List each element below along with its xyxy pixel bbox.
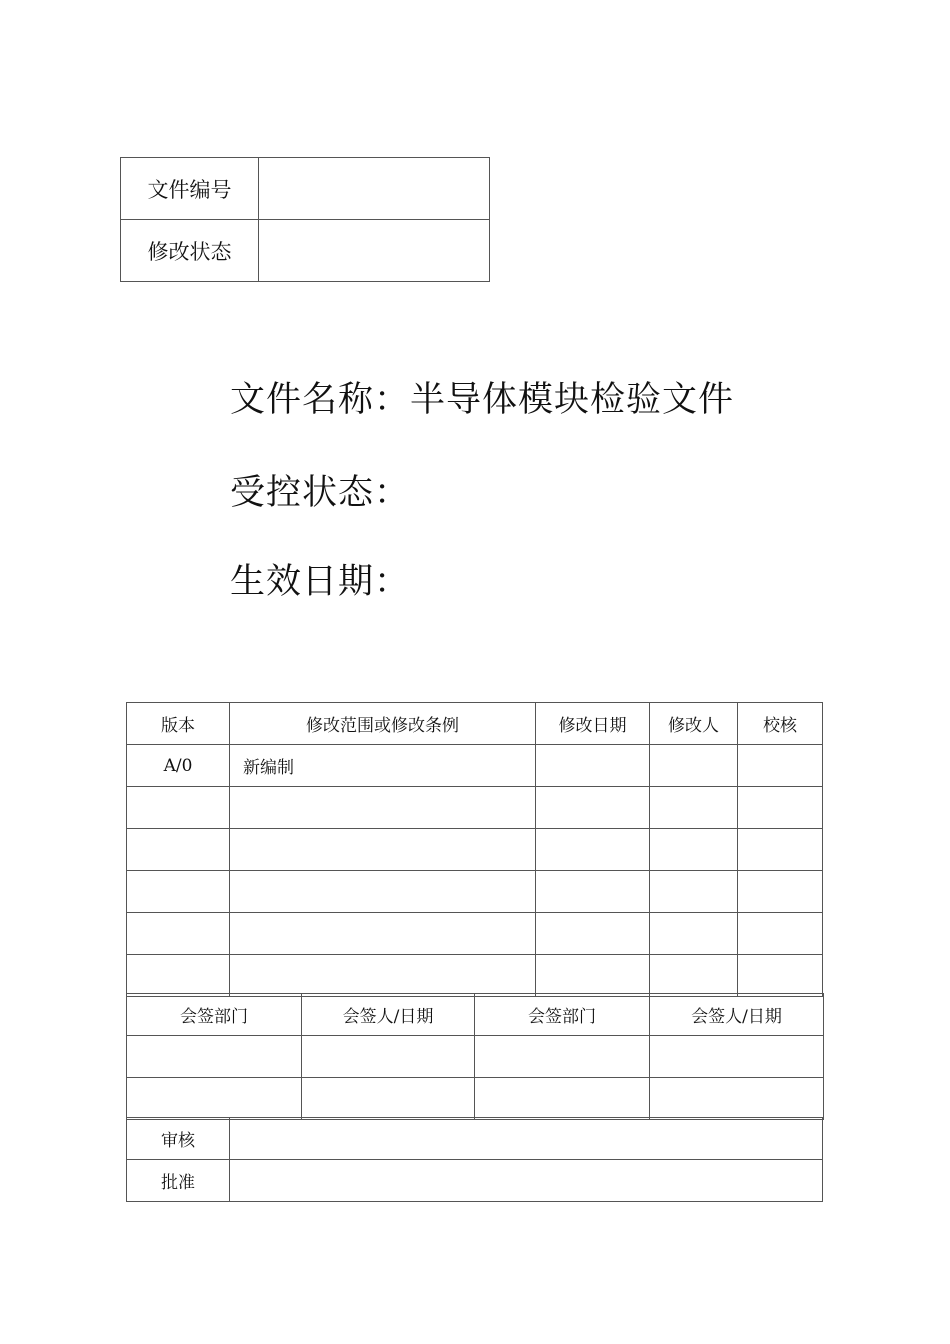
header-reviser: 修改人 (650, 703, 738, 745)
cell-reviser (650, 955, 738, 997)
revision-history-table (126, 702, 823, 997)
header-signer-date-2: 会签人/日期 (650, 994, 824, 1036)
cell-reviser (650, 745, 738, 787)
header-sign-dept-2: 会签部门 (475, 994, 650, 1036)
cell-date (536, 829, 650, 871)
header-sign-dept-1: 会签部门 (127, 994, 302, 1036)
revision-status-row (121, 220, 490, 282)
cell-scope (230, 829, 536, 871)
cell-sign-dept-1 (127, 1036, 302, 1078)
header-revision-date: 修改日期 (536, 703, 650, 745)
document-id-table (120, 157, 490, 282)
countersign-header-row (127, 994, 824, 1036)
header-version: 版本 (127, 703, 230, 745)
table-row (127, 787, 823, 829)
table-row (127, 871, 823, 913)
file-number-value (259, 158, 490, 220)
cell-sign-dept-1 (127, 1078, 302, 1120)
cell-signer-date-1 (302, 1078, 475, 1120)
table-row (127, 1036, 824, 1078)
cell-version (127, 829, 230, 871)
cell-signer-date-2 (650, 1078, 824, 1120)
cell-scope (230, 955, 536, 997)
cell-version (127, 787, 230, 829)
file-number-row (121, 158, 490, 220)
table-row (127, 1078, 824, 1120)
cell-checker (738, 955, 823, 997)
revision-status-value (259, 220, 490, 282)
cell-scope: 新编制 (230, 745, 536, 787)
table-row (127, 955, 823, 997)
cell-date (536, 871, 650, 913)
review-row (127, 1118, 823, 1160)
header-signer-date-1: 会签人/日期 (302, 994, 475, 1036)
cell-scope (230, 913, 536, 955)
review-value (230, 1118, 823, 1160)
table-row (127, 829, 823, 871)
cell-reviser (650, 913, 738, 955)
cell-version (127, 955, 230, 997)
cell-version (127, 913, 230, 955)
cell-sign-dept-2 (475, 1036, 650, 1078)
cell-date (536, 955, 650, 997)
cell-reviser (650, 787, 738, 829)
cell-scope (230, 871, 536, 913)
cell-date (536, 787, 650, 829)
table-row (127, 745, 823, 787)
cell-date (536, 745, 650, 787)
table-row (127, 913, 823, 955)
cell-version: A/0 (127, 745, 230, 787)
cell-version (127, 871, 230, 913)
cell-reviser (650, 871, 738, 913)
document-name-line: 文件名称：半导体模块检验文件 (230, 380, 735, 420)
cell-signer-date-2 (650, 1036, 824, 1078)
cell-reviser (650, 829, 738, 871)
review-label: 审核 (127, 1118, 230, 1160)
approve-value (230, 1160, 823, 1202)
revision-status-label: 修改状态 (121, 220, 259, 282)
countersign-table (126, 993, 824, 1120)
header-checker: 校核 (738, 703, 823, 745)
approve-label: 批准 (127, 1160, 230, 1202)
header-scope: 修改范围或修改条例 (230, 703, 536, 745)
approve-row (127, 1160, 823, 1202)
control-status-line: 受控状态： (230, 473, 411, 513)
cell-date (536, 913, 650, 955)
cell-scope (230, 787, 536, 829)
revision-header-row (127, 703, 823, 745)
approval-table (126, 1117, 823, 1202)
cell-signer-date-1 (302, 1036, 475, 1078)
cell-checker (738, 787, 823, 829)
cell-checker (738, 829, 823, 871)
cell-checker (738, 913, 823, 955)
file-number-label: 文件编号 (121, 158, 259, 220)
cell-checker (738, 871, 823, 913)
cell-checker (738, 745, 823, 787)
cell-sign-dept-2 (475, 1078, 650, 1120)
effective-date-line: 生效日期： (230, 562, 411, 602)
